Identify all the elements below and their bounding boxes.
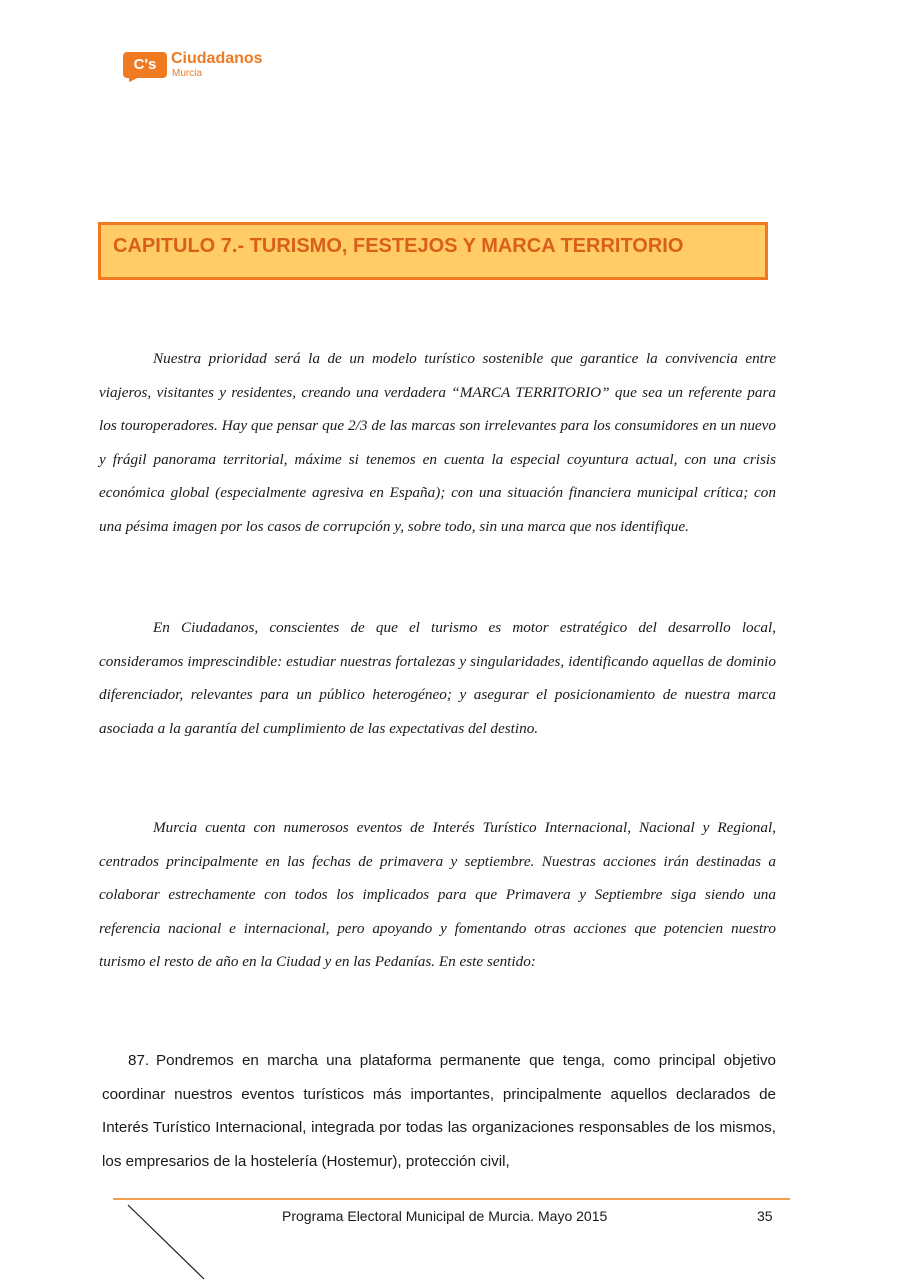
footer-diagonal-line xyxy=(126,1203,206,1280)
footer-divider xyxy=(113,1198,790,1200)
paragraph-ciudadanos: En Ciudadanos, conscientes de que el turismo es motor estratégico del desarrollo local, consideramos imprescindible: estudiar nuestras fortalezas y singularidades, identificando aquellas de dominio diferenciador, relevantes para un público heterogéneo; y asegurar el posicionamiento de nuestra marca asociada a la garantía del cumplimiento de las expectativas del destino. xyxy=(99,619,776,737)
list-item-text: Pondremos en marcha una plataforma permanente que tenga, como principal objetivo coordinar nuestros eventos turísticos más importantes, principalmente aquellos declarados de Interés Turístico Internacional, integrada por todas las organizaciones responsables de los mismos, los empresarios de la hostelería (Hostemur), protección civil, xyxy=(102,1052,776,1170)
list-item-number: 87. xyxy=(128,1052,150,1069)
list-item-87 xyxy=(102,1044,776,1178)
page-number: 35 xyxy=(757,1208,773,1224)
logo-name: Ciudadanos xyxy=(171,50,263,67)
chapter-title: CAPITULO 7.- TURISMO, FESTEJOS Y MARCA TERRITORIO xyxy=(113,235,684,257)
logo-city: Murcia xyxy=(172,68,203,79)
paragraph-murcia-events: Murcia cuenta con numerosos eventos de Interés Turístico Internacional, Nacional y Regional, centrados principalmente en las fechas de primavera y septiembre. Nuestras acciones irán destinadas a colaborar estrechamente con todos los implicados para que Primavera y Septiembre siga siendo una referencia nacional e internacional, pero apoyando y fomentando otras acciones que potencien nuestro turismo el resto de año en la Ciudad y en las Pedanías. En este sentido: xyxy=(99,819,776,970)
chapter-heading-box xyxy=(98,222,768,280)
ciudadanos-logo xyxy=(123,52,273,86)
paragraph-intro: Nuestra prioridad será la de un modelo turístico sostenible que garantice la convivencia entre viajeros, visitantes y residentes, creando una verdadera “MARCA TERRITORIO” que sea un referente para los touroperadores. Hay que pensar que 2/3 de las marcas son irrelevantes para los consumidores en un nuevo y frágil panorama territorial, máxime si tenemos en cuenta la especial coyuntura actual, con una crisis económica global (especialmente agresiva en España); con una situación financiera municipal crítica; con una pésima imagen por los casos de corrupción y, sobre todo, sin una marca que nos identifique. xyxy=(99,350,776,535)
footer-program-title: Programa Electoral Municipal de Murcia. Mayo 2015 xyxy=(282,1208,608,1224)
logo-mark: C's xyxy=(123,52,167,78)
